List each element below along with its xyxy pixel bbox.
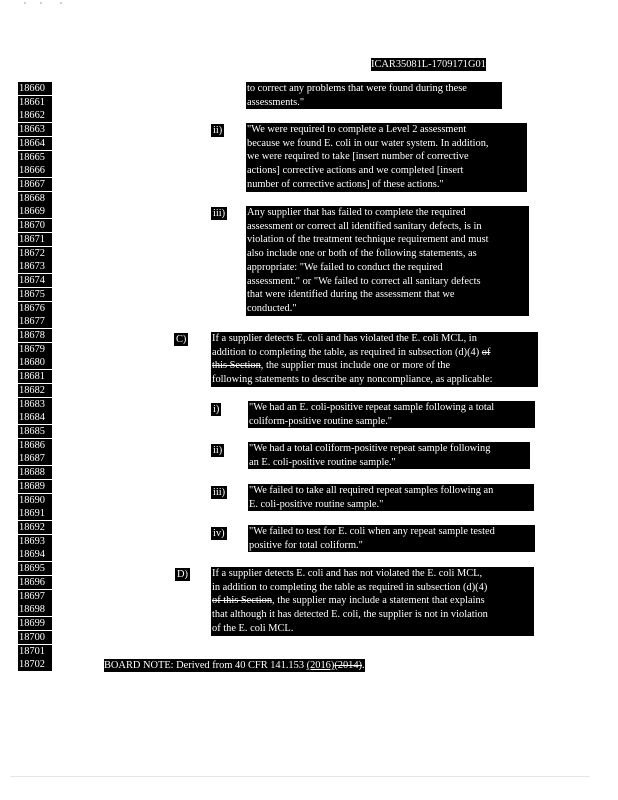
inserted-year: (2016): [306, 660, 335, 671]
line-number: 18697: [18, 590, 52, 603]
item-marker-D: D): [177, 569, 188, 580]
line-number: 18690: [18, 494, 52, 507]
text-line: an E. coli-positive routine sample.": [249, 456, 396, 468]
line-number: 18667: [18, 178, 52, 191]
text-line: "We had an E. coli-positive repeat sample following a total: [249, 402, 495, 413]
line-number: 18665: [18, 151, 52, 164]
line-number: 18670: [18, 219, 52, 232]
item-marker-Civ: iv): [213, 528, 225, 539]
paragraph-ii: [246, 123, 527, 192]
item-marker-Ci: i): [213, 404, 220, 415]
paragraph-Ci: [248, 401, 535, 428]
text-line: because we found E. coli in our water system. In addition,: [247, 137, 489, 149]
text-line: conducted.": [247, 302, 297, 314]
line-number: 18661: [18, 96, 52, 109]
page-bottom-rule: [10, 776, 590, 777]
line-number: 18689: [18, 480, 52, 493]
paragraph-iii: [246, 206, 529, 316]
line-number: 18693: [18, 535, 52, 548]
text-line: "We were required to complete a Level 2 assessment: [247, 124, 467, 135]
line-number: 18671: [18, 233, 52, 246]
line-number: 18702: [18, 658, 52, 671]
text-line: If a supplier detects E. coli and has violated the E. coli MCL, in: [212, 333, 477, 344]
line-number: 18686: [18, 439, 52, 452]
line-number: 18660: [18, 82, 52, 95]
document-code: ICAR35081L-1709171G01: [371, 59, 486, 70]
line-number: 18691: [18, 507, 52, 520]
text-line: Any supplier that has failed to complete the required: [247, 207, 466, 218]
line-number: 18663: [18, 123, 52, 136]
board-note-line: BOARD NOTE: Derived from 40 CFR 141.153 (2016)(2014).: [104, 660, 365, 671]
text-line: following statements to describe any noncompliance, as applicable:: [212, 374, 493, 386]
item-marker-Ciii: iii): [213, 487, 226, 498]
text-line: of this Section, the supplier may include a statement that explains: [212, 595, 485, 607]
line-number: 18701: [18, 645, 52, 658]
line-number: 18662: [18, 109, 52, 122]
text-line: assessment or correct all identified sanitary defects, is in: [247, 220, 482, 232]
line-number: 18685: [18, 425, 52, 438]
item-marker-Cii: ii): [213, 445, 223, 456]
text-line: assessment." or "We failed to correct all sanitary defects: [247, 275, 481, 287]
text-line: we were required to take [insert number of corrective: [247, 151, 469, 163]
line-number: 18675: [18, 288, 52, 301]
line-number: 18669: [18, 205, 52, 218]
paragraph-Ciii: [248, 484, 534, 511]
line-number: 18664: [18, 137, 52, 150]
line-number: 18696: [18, 576, 52, 589]
line-number: 18692: [18, 521, 52, 534]
text-line: appropriate: "We failed to conduct the required: [247, 261, 443, 273]
document-code-header: [371, 54, 486, 72]
text-line: coliform-positive routine sample.": [249, 415, 393, 427]
text-line: E. coli-positive routine sample.": [249, 498, 384, 510]
text-line: "We had a total coliform-positive repeat sample following: [249, 443, 491, 454]
struck-text: of: [481, 346, 491, 358]
text-line: addition to completing the table, as required in subsection (d)(4) of: [212, 346, 491, 358]
line-number: 18699: [18, 617, 52, 630]
line-number: 18672: [18, 247, 52, 260]
line-number: 18680: [18, 356, 52, 369]
text-line: number of corrective actions] of these actions.": [247, 178, 444, 190]
line-number: 18678: [18, 329, 52, 342]
text-line: "We failed to test for E. coli when any repeat sample tested: [249, 526, 495, 537]
paragraph-D: [211, 567, 534, 636]
line-number: 18688: [18, 466, 52, 479]
line-number: 18687: [18, 452, 52, 465]
struck-text: of this Section: [212, 595, 273, 607]
line-number: 18679: [18, 343, 52, 356]
line-number: 18666: [18, 164, 52, 177]
text-line: positive for total coliform.": [249, 539, 363, 551]
line-number: 18674: [18, 274, 52, 287]
line-number: 18673: [18, 260, 52, 273]
struck-text: this Section: [212, 360, 261, 372]
text-line: in addition to completing the table as required in subsection (d)(4): [212, 581, 488, 593]
text-line: also include one or both of the following statements, as: [247, 248, 477, 260]
text-line: to correct any problems that were found during these: [247, 83, 467, 94]
board-note: [104, 655, 365, 673]
line-number: 18677: [18, 315, 52, 328]
paragraph-Cii: [248, 442, 530, 469]
line-number: 18694: [18, 548, 52, 561]
item-marker-C: C): [176, 334, 187, 345]
text-line: violation of the treatment technique requirement and must: [247, 234, 489, 246]
text-line: "We failed to take all required repeat samples following an: [249, 485, 494, 496]
line-number: 18682: [18, 384, 52, 397]
text-line: that were identified during the assessment that we: [247, 289, 455, 301]
line-number: 18695: [18, 562, 52, 575]
text-line: If a supplier detects E. coli and has not violated the E. coli MCL,: [212, 568, 483, 579]
paragraph-C: [211, 332, 538, 387]
line-number: 18676: [18, 302, 52, 315]
line-number: 18681: [18, 370, 52, 383]
text-line: actions] corrective actions and we completed [insert: [247, 165, 464, 177]
intro-continuation: [246, 82, 502, 109]
line-number: 18698: [18, 603, 52, 616]
struck-year: (2014): [334, 660, 363, 671]
item-marker-iii: iii): [213, 208, 226, 219]
text-line: that although it has detected E. coli, the supplier is not in violation: [212, 609, 488, 621]
line-number: 18683: [18, 398, 52, 411]
text-line: assessments.": [247, 96, 305, 108]
scan-specks: [24, 2, 64, 6]
item-marker-ii: ii): [213, 125, 223, 136]
line-number: 18668: [18, 192, 52, 205]
text-line: of the E. coli MCL.: [212, 622, 294, 634]
line-number: 18700: [18, 631, 52, 644]
paragraph-Civ: [248, 525, 535, 552]
line-number: 18684: [18, 411, 52, 424]
text-line: this Section, the supplier must include one or more of the: [212, 360, 451, 372]
